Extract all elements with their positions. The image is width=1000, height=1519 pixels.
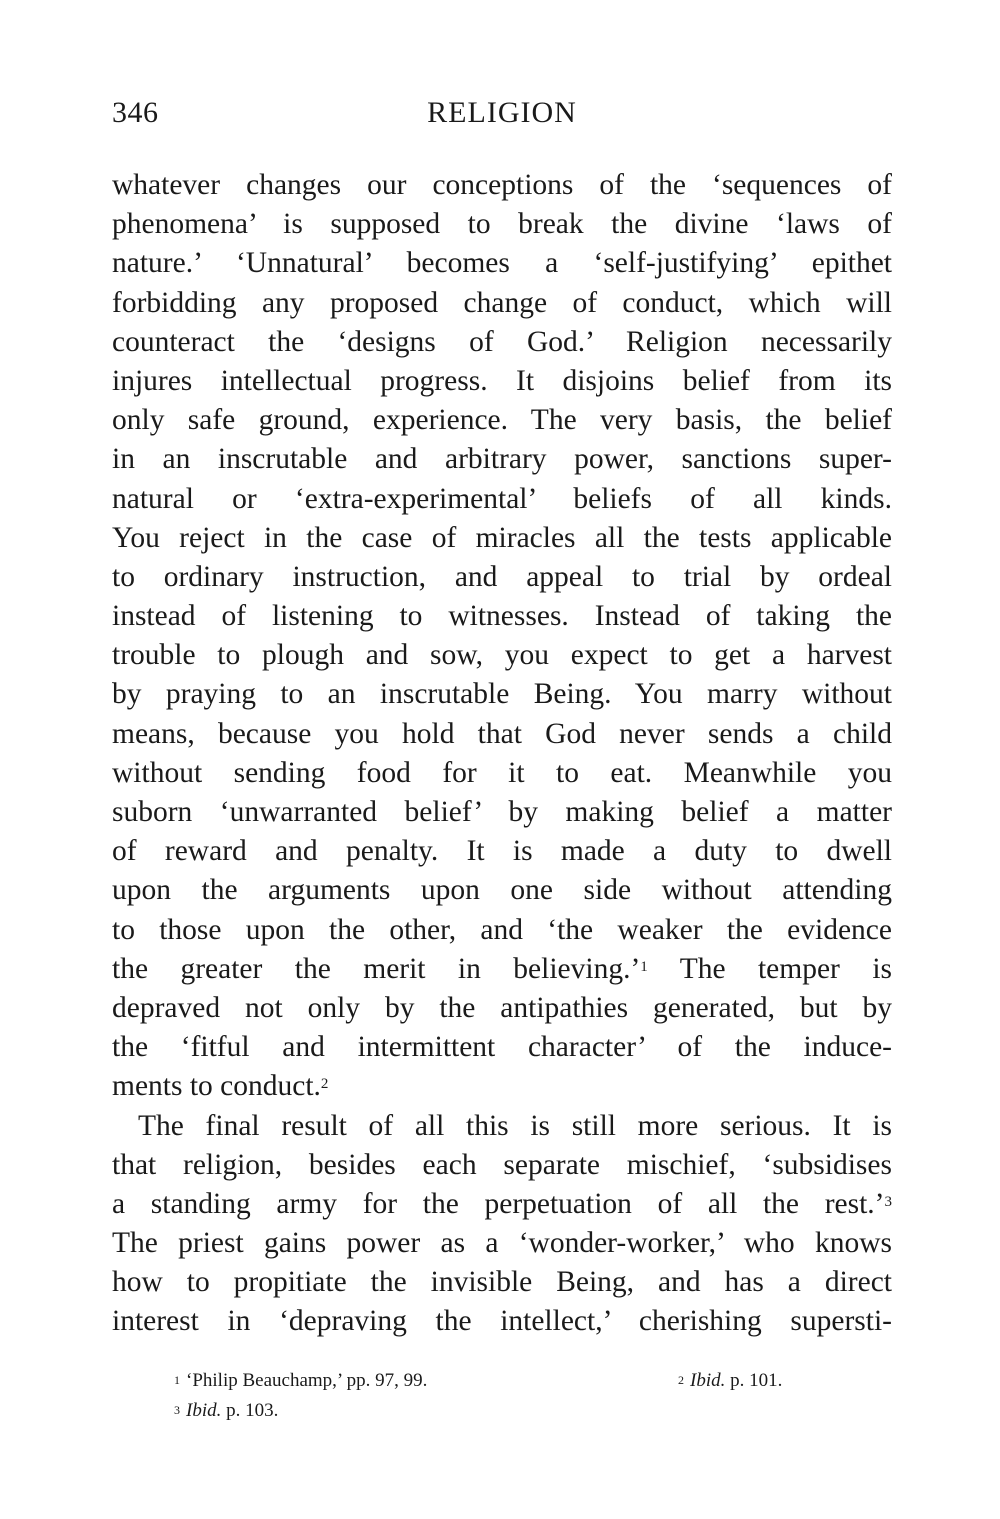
text-line-with-note [112, 1185, 892, 1224]
text-line: instead of listening to witnesses. Instead of taking the [112, 600, 892, 633]
text-line: suborn ‘unwarranted belief’ by making belief a matter [112, 796, 892, 828]
running-title: RELIGION [427, 96, 577, 129]
footnote-ref-1: 1 [640, 958, 648, 975]
footnote-ref-2: 2 [320, 1076, 329, 1093]
text-line: injures intellectual progress. It disjoins belief from its [112, 364, 892, 397]
text-line: The final result of all this is still more serious. It is [138, 1109, 892, 1142]
text-line: whatever changes our conceptions of the ‘sequences of [112, 169, 892, 201]
footnote-3 [174, 1396, 278, 1426]
text-line-with-note [112, 1067, 892, 1106]
footnote-row [174, 1396, 864, 1426]
footnote-text: ‘Philip Beauchamp,’ pp. 97, 99. [186, 1370, 428, 1391]
text-line-with-note [112, 950, 892, 989]
text-line: means, because you hold that God never sends a child [112, 717, 892, 750]
text-line: to ordinary instruction, and appeal to trial by ordeal [112, 560, 892, 593]
running-head [112, 96, 892, 144]
footnote-mark: 3 [174, 1403, 180, 1417]
footnote-ibid: Ibid. [186, 1400, 222, 1421]
footnote-text: p. 103. [226, 1400, 279, 1421]
text-line: to those upon the other, and ‘the weaker the evidence [112, 913, 892, 946]
text-line: how to propitiate the invisible Being, and has a direct [112, 1266, 892, 1299]
footnote-1 [174, 1366, 427, 1396]
text-line: forbidding any proposed change of conduct, which will [112, 286, 892, 319]
text-line: nature.’ ‘Unnatural’ becomes a ‘self-justifying’ epithet [112, 247, 892, 280]
page-number: 346 [112, 96, 159, 129]
text-line: counteract the ‘designs of God.’ Religion necessarily [112, 325, 892, 358]
line-text: a standing army for the perpetuation of all the rest.’ [112, 1187, 885, 1220]
text-line: phenomena’ is supposed to break the divine ‘laws of [112, 208, 892, 241]
text-line: interest in ‘depraving the intellect,’ cherishing supersti- [112, 1305, 892, 1338]
text-line: only safe ground, experience. The very basis, the belief [112, 404, 892, 437]
footnote-2 [678, 1366, 782, 1396]
footnote-ibid: Ibid. [690, 1370, 726, 1391]
line-text: ments to conduct. [112, 1070, 321, 1103]
text-line: of reward and penalty. It is made a duty to dwell [112, 835, 892, 868]
text-line: in an inscrutable and arbitrary power, sanctions super- [112, 443, 892, 476]
footnote-mark: 2 [678, 1373, 684, 1387]
text-line: by praying to an inscrutable Being. You marry without [112, 678, 892, 711]
text-line: You reject in the case of miracles all the tests applicable [112, 521, 892, 554]
text-line: upon the arguments upon one side without attending [112, 874, 892, 907]
body-text [112, 166, 892, 1342]
text-line: natural or ‘extra-experimental’ beliefs of all kinds. [112, 482, 892, 515]
footnote-row [174, 1366, 864, 1396]
footnote-mark: 1 [174, 1373, 180, 1387]
line-text-tail: The temper is [679, 952, 892, 985]
footnote-ref-3: 3 [884, 1193, 892, 1210]
text-line: depraved not only by the antipathies generated, but by [112, 991, 892, 1024]
text-line: trouble to plough and sow, you expect to get a harvest [112, 639, 892, 672]
text-line: that religion, besides each separate mischief, ‘subsidises [112, 1148, 892, 1181]
line-text: the greater the merit in believing.’ [112, 952, 641, 985]
text-line: The priest gains power as a ‘wonder-worker,’ who knows [112, 1227, 892, 1260]
footnote-text: p. 101. [730, 1370, 783, 1391]
text-line: the ‘fitful and intermittent character’ of the induce- [112, 1031, 892, 1064]
footnotes [174, 1366, 864, 1426]
text-line: without sending food for it to eat. Meanwhile you [112, 756, 892, 789]
